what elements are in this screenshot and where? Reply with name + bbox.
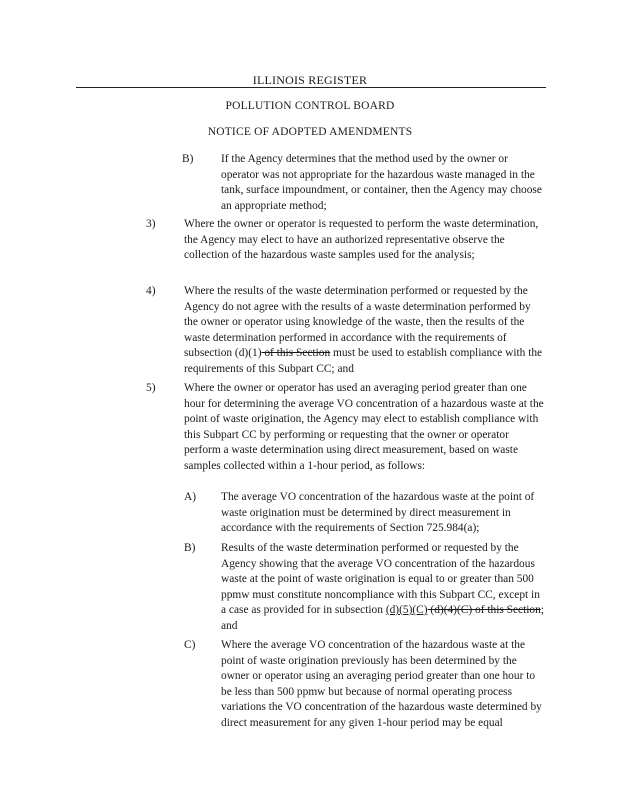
notice-title: NOTICE OF ADOPTED AMENDMENTS <box>207 126 413 138</box>
header-rule <box>76 87 546 88</box>
item-b-top-text: If the Agency determines that the method used by the owner or operator was not appropriate for the hazardous waste managed in the tank, surface impoundment, or container, then the Agency may choose an appropriate method; <box>221 153 542 212</box>
board-title: POLLUTION CONTROL BOARD <box>225 100 395 112</box>
item-b-top-label: B) <box>182 153 194 165</box>
item-4-text-end: must be used to establish compliance with the requirements of this Subpart CC; and <box>184 347 543 375</box>
register-title: ILLINOIS REGISTER <box>252 73 368 87</box>
item-5-text <box>184 381 546 474</box>
item-5-inserted-text: , <box>369 459 373 472</box>
item-b-sub-label: B) <box>184 542 196 554</box>
item-4-text <box>184 284 546 377</box>
item-5-label: 5) <box>146 382 156 394</box>
item-b-sub-deleted-text: (d)(4)(C) of this Section <box>427 604 541 616</box>
item-b-sub-inserted-text: (d)(5)(C) <box>385 604 428 616</box>
item-4-text-main: Where the results of the waste determination performed or requested by the Agency do not agree with the results of a waste determination performed by the owner or operator using knowledge of the waste, then the results of the waste determination performed in accordance with the requirements of subsection (d)(1) <box>184 285 531 359</box>
item-a-sub-text: The average VO concentration of the hazardous waste at the point of waste origination must be determined by direct measurement in accordance with the requirements of Section 725.984(a); <box>221 491 535 534</box>
item-b-sub-text <box>221 541 547 634</box>
item-b-sub-text-end: ; and <box>221 604 544 632</box>
item-4-label: 4) <box>146 285 156 297</box>
item-3-label: 3) <box>146 218 156 230</box>
item-c-sub-text: Where the average VO concentration of the hazardous waste at the point of waste origination previously has been determined by the owner or operator using an averaging period greater than one hour to be less than 500 ppmw but because of normal operating process variations the VO concentration of the hazardous waste determined by direct measurement for any given 1-hour period may be equal <box>221 639 542 729</box>
item-5-text-main: Where the owner or operator has used an averaging period greater than one hour for determining the average VO concentration of a hazardous waste at the point of waste origination, the Agency may elect to establish compliance with this Subpart CC by performing or requesting that the owner or operator perform a waste determination using direct measurement, based on waste samples collected within a 1-hour period <box>184 382 544 472</box>
item-b-sub-text-main: Results of the waste determination performed or requested by the Agency showing that the average VO concentration of the hazardous waste at the point of waste origination is equal to or greater than 500 ppmw must constitute noncompliance with this Subpart CC, except in a case as provided for in subsection <box>221 542 540 616</box>
item-5-text-end: as follows: <box>372 459 426 472</box>
item-3-text: Where the owner or operator is requested to perform the waste determination, the Agency may elect to have an authorized representative observe the collection of the hazardous waste samples used for the analysis; <box>184 218 539 261</box>
item-c-sub-label: C) <box>184 639 196 651</box>
item-a-sub-label: A) <box>184 491 197 503</box>
item-4-deleted-text: of this Section <box>261 347 331 359</box>
